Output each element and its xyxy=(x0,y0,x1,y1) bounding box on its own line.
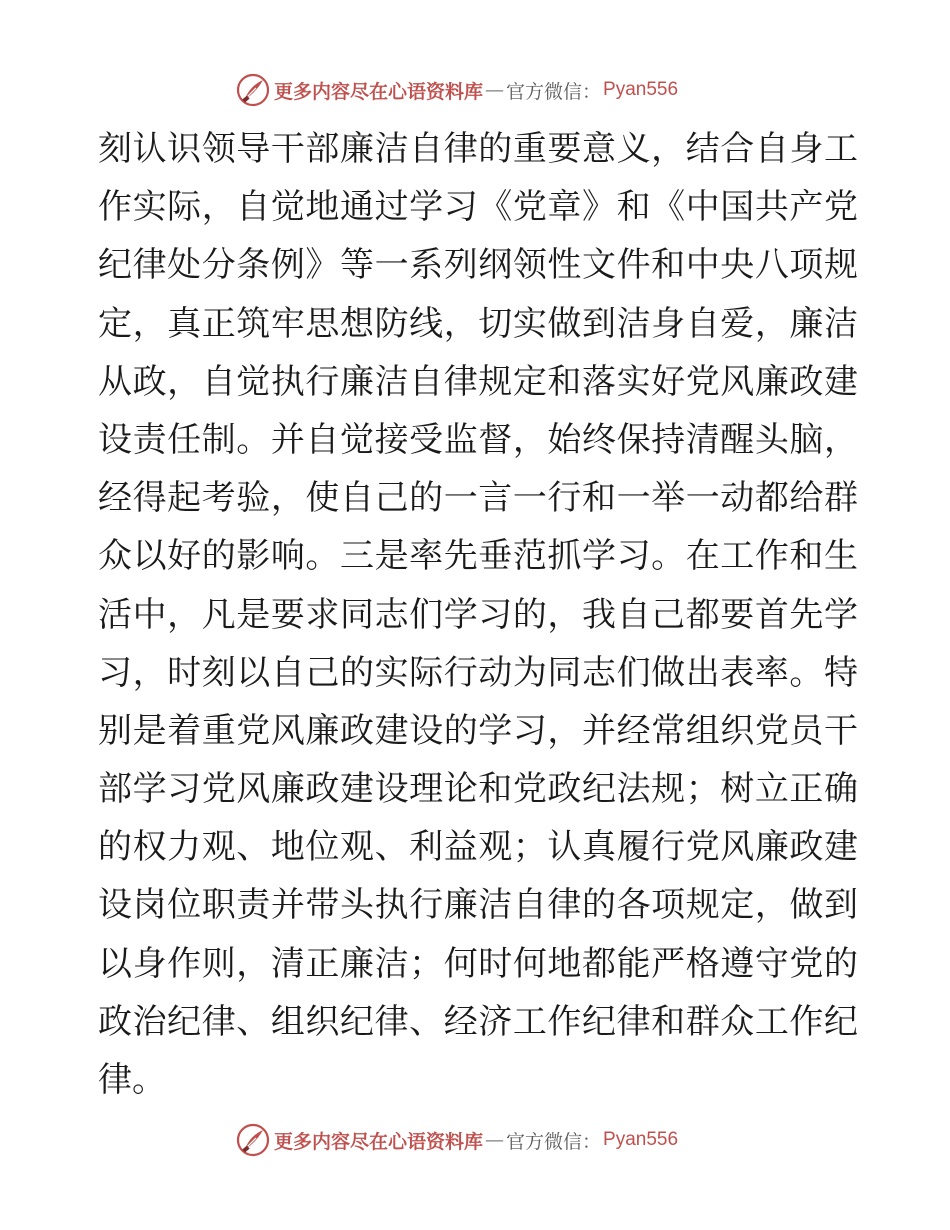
banner-dash: — xyxy=(485,1129,505,1151)
text-line: 设岗位职责并带头执行廉洁自律的各项规定，做到 xyxy=(98,885,858,926)
text-line: 刻认识领导干部廉洁自律的重要意义，结合自身工 xyxy=(98,129,858,169)
text-line: 政治纪律、组织纪律、经济工作纪律和群众工作纪 xyxy=(98,1001,858,1042)
text-line: 部学习党风廉政建设理论和党政纪法规；树立正确 xyxy=(98,769,858,810)
footer-banner xyxy=(236,1122,678,1158)
body-paragraph xyxy=(98,120,858,1109)
header-banner xyxy=(236,72,678,108)
text-line: 从政，自觉执行廉洁自律规定和落实好党风廉政建 xyxy=(98,361,858,402)
text-line: 设责任制。并自觉接受监督，始终保持清醒头脑， xyxy=(98,419,858,460)
banner-wechat-label: 官方微信： xyxy=(506,80,602,103)
banner-wechat-id: Pyan556 xyxy=(603,79,679,100)
quill-logo-icon xyxy=(236,73,270,107)
banner-title: 更多内容尽在心语资料库 xyxy=(274,1130,484,1153)
quill-logo-icon xyxy=(236,1123,270,1157)
banner-wechat-label: 官方微信： xyxy=(506,1130,602,1153)
banner-wechat-id: Pyan556 xyxy=(603,1129,679,1150)
banner-dash: — xyxy=(485,79,505,101)
banner-title: 更多内容尽在心语资料库 xyxy=(274,80,484,103)
text-line: 以身作则，清正廉洁；何时何地都能严格遵守党的 xyxy=(98,943,858,984)
text-line: 习，时刻以自己的实际行动为同志们做出表率。特 xyxy=(98,652,858,693)
text-line: 的权力观、地位观、利益观；认真履行党风廉政建 xyxy=(98,827,858,868)
text-line: 活中，凡是要求同志们学习的，我自己都要首先学 xyxy=(98,594,858,635)
text-line: 定，真正筑牢思想防线，切实做到洁身自爱，廉洁 xyxy=(98,303,858,344)
text-line: 纪律处分条例》等一系列纲领性文件和中央八项规 xyxy=(98,245,858,286)
text-line: 经得起考验，使自己的一言一行和一举一动都给群 xyxy=(98,478,858,519)
text-line: 众以好的影响。三是率先垂范抓学习。在工作和生 xyxy=(98,536,858,577)
text-line: 别是着重党风廉政建设的学习，并经常组织党员干 xyxy=(98,710,858,751)
text-line: 律。 xyxy=(98,1060,166,1100)
text-line: 作实际，自觉地通过学习《党章》和《中国共产党 xyxy=(98,187,858,228)
